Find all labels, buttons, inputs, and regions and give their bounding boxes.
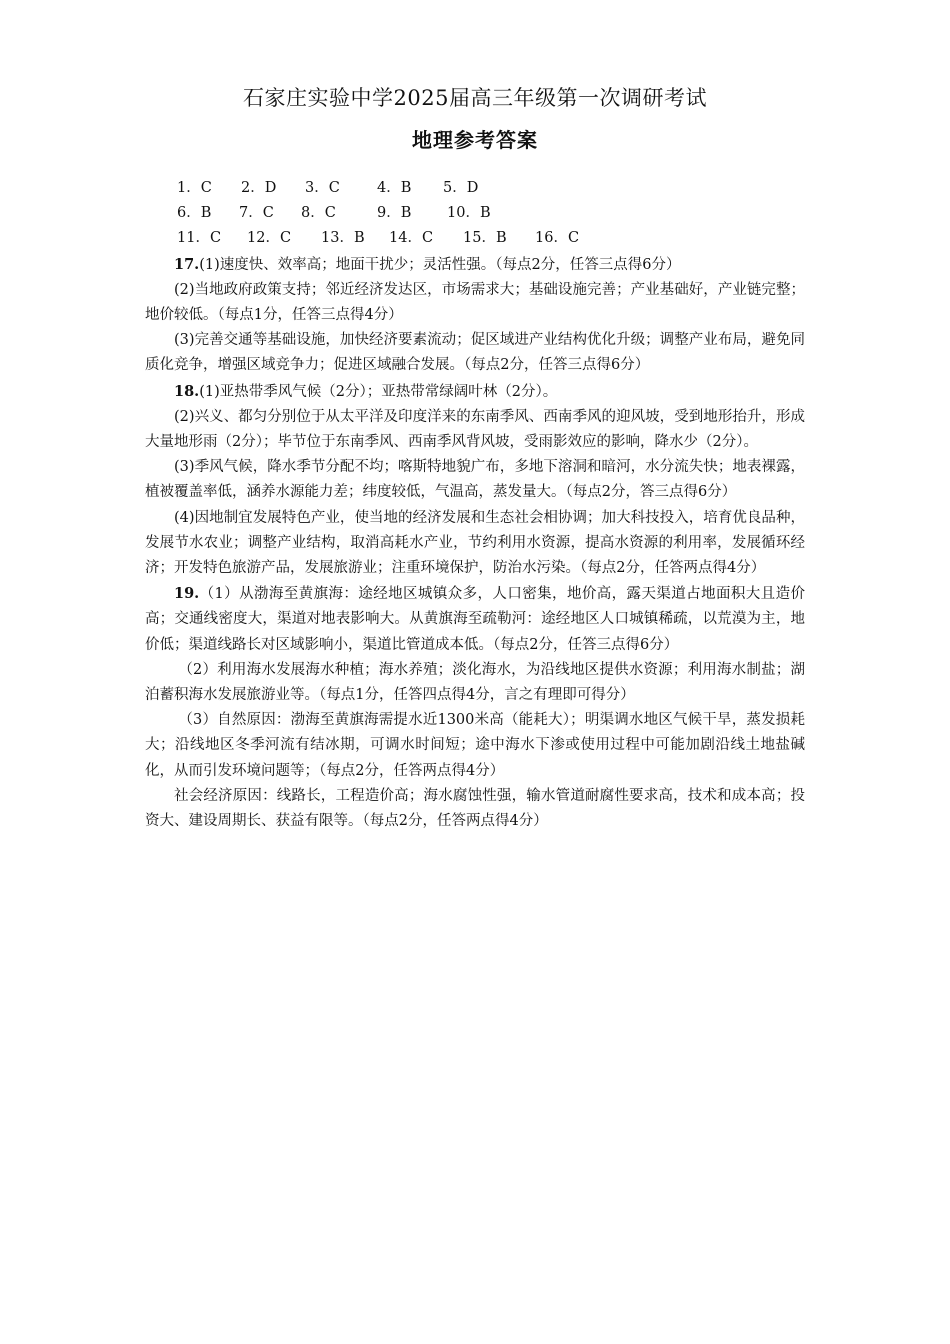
mc-answer: 14．C [389, 230, 434, 247]
q17-part3: (3)完善交通等基础设施，加快经济要素流动；促区域进产业结构优化升级；调整产业布局，避免同质化竞争，增强区域竞争力；促进区域融合发展。（每点2分，任答三点得6分） [145, 332, 805, 374]
mc-answers-row-2 [145, 201, 805, 226]
mc-answer: 12．C [247, 230, 292, 247]
q18-part3: (3)季风气候，降水季节分配不均；喀斯特地貌广布，多地下溶洞和暗河，水分流失快；地表裸露，植被覆盖率低，涵养水源能力差；纬度较低，气温高，蒸发量大。（每点2分，答三点得6分） [145, 459, 805, 501]
page-subtitle: 地理参考答案 [412, 128, 538, 152]
mc-answer: 11．C [177, 230, 222, 247]
page-title: 石家庄实验中学2025届高三年级第一次调研考试 [243, 86, 707, 110]
q18-part4: (4)因地制宜发展特色产业，使当地的经济发展和生态社会相协调；加大科技投入，培育优良品种，发展节水农业；调整产业结构，取消高耗水产业，节约利用水资源，提高水资源的利用率，发展循环经济；开发特色旅游产品，发展旅游业；注重环境保护，防治水污染。（每点2分，任答两点得4分） [145, 509, 805, 576]
mc-answer: 3．C [305, 180, 340, 196]
q19-part3: （3）自然原因：渤海至黄旗海需提水近1300米高（能耗大）；明渠调水地区气候干旱，蒸发损耗大；沿线地区冬季河流有结冰期，可调水时间短；途中海水下渗或使用过程中可能加剧沿线土地盐碱化，从而引发环境问题等；（每点2分，任答两点得4分） [145, 712, 805, 779]
mc-answer: 8．C [301, 205, 336, 222]
q18-part2: (2)兴义、都匀分别位于从太平洋及印度洋来的东南季风、西南季风的迎风坡，受到地形抬升，形成大量地形雨（2分）；毕节位于东南季风、西南季风背风坡，受雨影效应的影响，降水少（2分）。 [145, 408, 805, 450]
mc-answer: 2．D [241, 180, 277, 196]
question-number: 18. [174, 382, 200, 400]
q19-part4: 社会经济原因：线路长，工程造价高；海水腐蚀性强，输水管道耐腐性要求高，技术和成本高；投资大、建设周期长、获益有限等。（每点2分，任答两点得4分） [145, 787, 805, 830]
mc-answer: 7．C [239, 205, 274, 222]
mc-answer: 9．B [377, 205, 412, 222]
mc-answer: 1．C [177, 180, 212, 196]
q19-part1 [145, 581, 805, 658]
mc-answers-row-1 [145, 176, 805, 201]
q19-part2: （2）利用海水发展海水种植；海水养殖；淡化海水，为沿线地区提供水资源；利用海水制盐；湖泊蓄积海水发展旅游业等。（每点1分，任答四点得4分，言之有理即可得分） [145, 661, 805, 704]
answer-text: (1)速度快、效率高；地面干扰少；灵活性强。（每点2分，任答三点得6分） [199, 256, 681, 273]
answer-content [145, 176, 805, 834]
mc-answer: 6．B [177, 205, 212, 222]
mc-answers-row-3 [145, 226, 805, 251]
mc-answer: 15．B [463, 230, 507, 247]
q18-part1 [145, 379, 805, 405]
mc-answer: 13．B [321, 230, 365, 247]
mc-answer: 16．C [535, 230, 580, 247]
mc-answer: 4．B [377, 180, 412, 196]
question-number: 17. [174, 255, 200, 273]
mc-answer: 5．D [443, 180, 479, 196]
q17-part2: (2)当地政府政策支持；邻近经济发达区，市场需求大；基础设施完善；产业基础好，产业链完整；地价较低。（每点1分，任答三点得4分） [145, 281, 805, 323]
question-number: 19. [174, 585, 200, 603]
q17-part1 [145, 252, 805, 278]
answer-text: （1）从渤海至黄旗海：途经地区城镇众多，人口密集，地价高，露天渠道占地面积大且造价高；交通线密度大，渠道对地表影响大。从黄旗海至疏勒河：途经地区人口城镇稀疏，以荒漠为主，地价低；渠道线路长对区域影响小，渠道比管道成本低。（每点2分，任答三点得6分） [145, 586, 805, 653]
answer-text: (1)亚热带季风气候（2分）；亚热带常绿阔叶林（2分）。 [199, 383, 558, 400]
mc-answer: 10．B [447, 205, 491, 222]
